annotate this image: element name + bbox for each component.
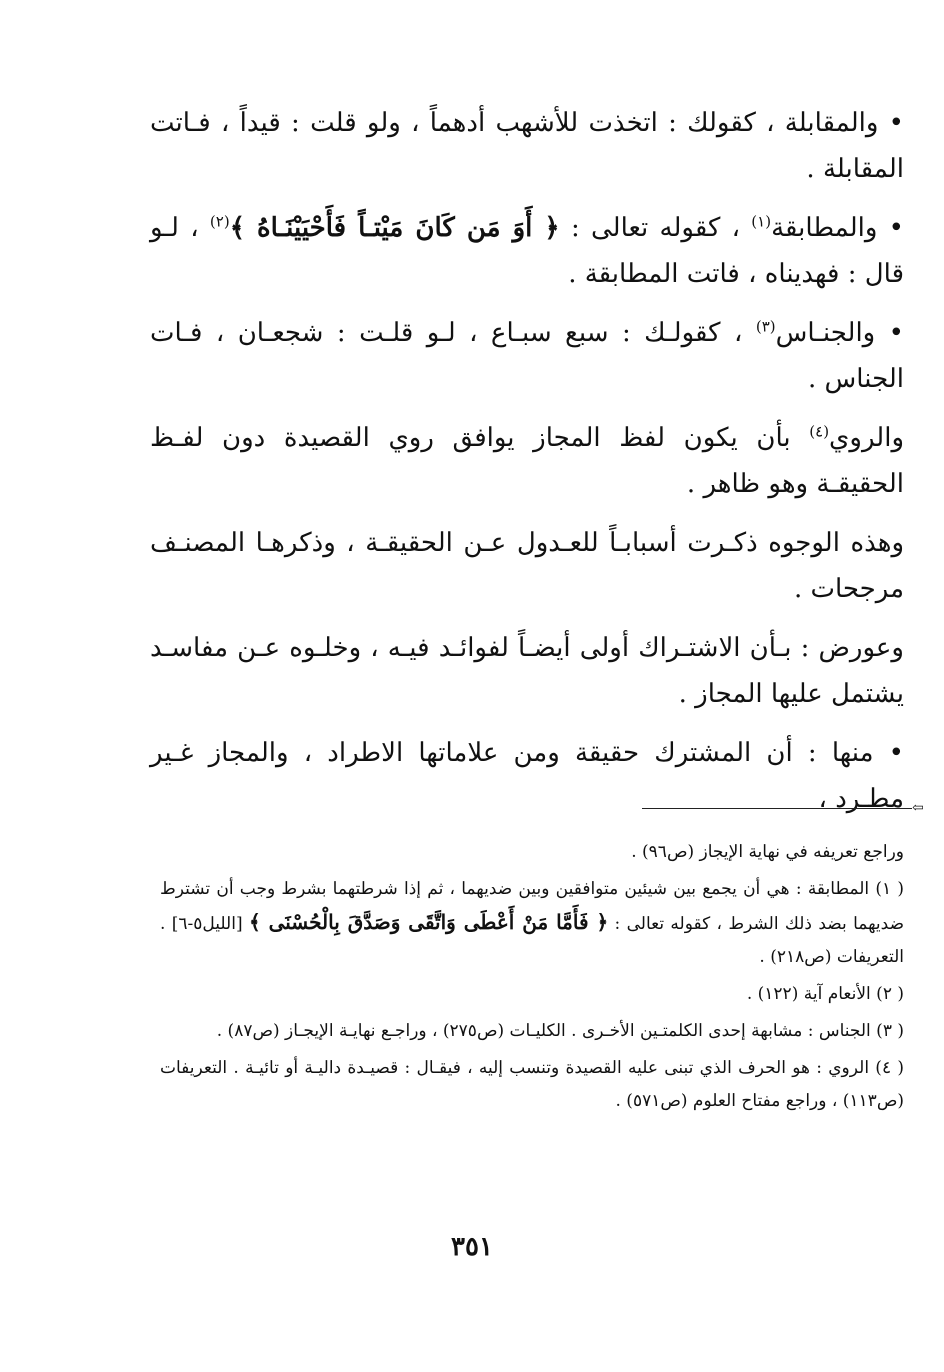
footnote-4: ( ٤) الروي : هو الحرف الذي تبنى عليه القصيدة وتنسب إليه ، فيقـال : قصيـدة داليـة أو تائيـة . التعريفات (ص١١٣) ، وراجع مفتاح العلوم (ص٥٧١) . xyxy=(160,1058,904,1111)
paragraph-mutabaqa xyxy=(150,205,904,297)
footnote-ref-4[interactable]: (٤) xyxy=(809,422,830,441)
text-segment: ( ١) المطابقة : هي أن يجمع بين شيئين متوافقين وبين ضديهما ، ثم إذا شرطتهما بشرط وجب أن تشترط ضديهما بضد ذلك الشرط ، كقوله تعالى : xyxy=(160,879,904,934)
main-text xyxy=(150,100,904,835)
text-segment: بأن يكون لفظ المجاز يوافق روي القصيدة دون لفـظ الحقيقـة وهو ظاهر . xyxy=(150,423,904,499)
paragraph-jinas xyxy=(150,310,904,402)
footnote-ref-1[interactable]: (١) xyxy=(751,212,772,231)
quran-verse: ﴿ أَوَ مَن كَانَ مَيْتـاً فَأَحْيَيْنَـاهُ ﴾ xyxy=(229,213,560,243)
text-segment: ، كقوله تعالى : xyxy=(559,213,752,243)
text-segment: والروي xyxy=(829,423,904,453)
footnotes xyxy=(160,836,904,1122)
footnote-ref-3[interactable]: (٣) xyxy=(755,317,776,336)
text-segment: • والجنـاس xyxy=(775,318,904,348)
footnote-ref-2[interactable]: (٢) xyxy=(209,212,230,231)
text-segment: [الليل٥-٦] . التعريفات (ص٢١٨) . xyxy=(160,914,904,967)
footnote-continuation: وراجع تعريفه في نهاية الإيجاز (ص٩٦) . xyxy=(631,842,904,862)
text-segment: ، كقولـك : سبع سبـاع ، لـو قلـت : شجعـان ، فـات الجناس . xyxy=(150,318,904,394)
footnote-2: ( ٢) الأنعام آية (١٢٢) . xyxy=(746,984,904,1004)
continuation-arrow-icon: ⇦ xyxy=(912,800,924,816)
paragraph-minha: • منها : أن المشترك حقيقة ومن علاماتها الاطراد ، والمجاز غـير مطـرد ، xyxy=(150,738,904,814)
text-segment: ، لـو قال : فهديناه ، فاتت المطابقة . xyxy=(150,213,904,289)
page-number: ٣٥١ xyxy=(451,1232,493,1262)
footnote-divider xyxy=(642,808,912,809)
paragraph-reasons: وهذه الوجوه ذكـرت أسبابـاً للعـدول عـن الحقيقـة ، وذكرهـا المصنـف مرجحات . xyxy=(150,528,904,604)
paragraph-rawi xyxy=(150,415,904,507)
footnote-1 xyxy=(160,873,904,974)
quran-verse: ﴿ فَأَمَّا مَنْ أَعْطَى وَاتَّقَى وَصَدَّقَ بِالْحُسْنَى ﴾ xyxy=(248,910,609,934)
paragraph-muqabala: • والمقابلة ، كقولك : اتخذت للأشهب أدهماً ، ولو قلت : قيداً ، فـاتت المقابلة . xyxy=(150,108,904,184)
text-segment: • والمطابقة xyxy=(771,213,904,243)
footnote-3: ( ٣) الجناس : مشابهة إحدى الكلمتـين الأخـرى . الكليـات (ص٢٧٥) ، وراجـع نهايـة الإيجـاز (ص٨٧) . xyxy=(216,1021,904,1041)
paragraph-objection: وعورض : بـأن الاشتـراك أولى أيضـاً لفوائـد فيـه ، وخلـوه عـن مفاسـد يشتمل عليها المجاز . xyxy=(150,633,904,709)
